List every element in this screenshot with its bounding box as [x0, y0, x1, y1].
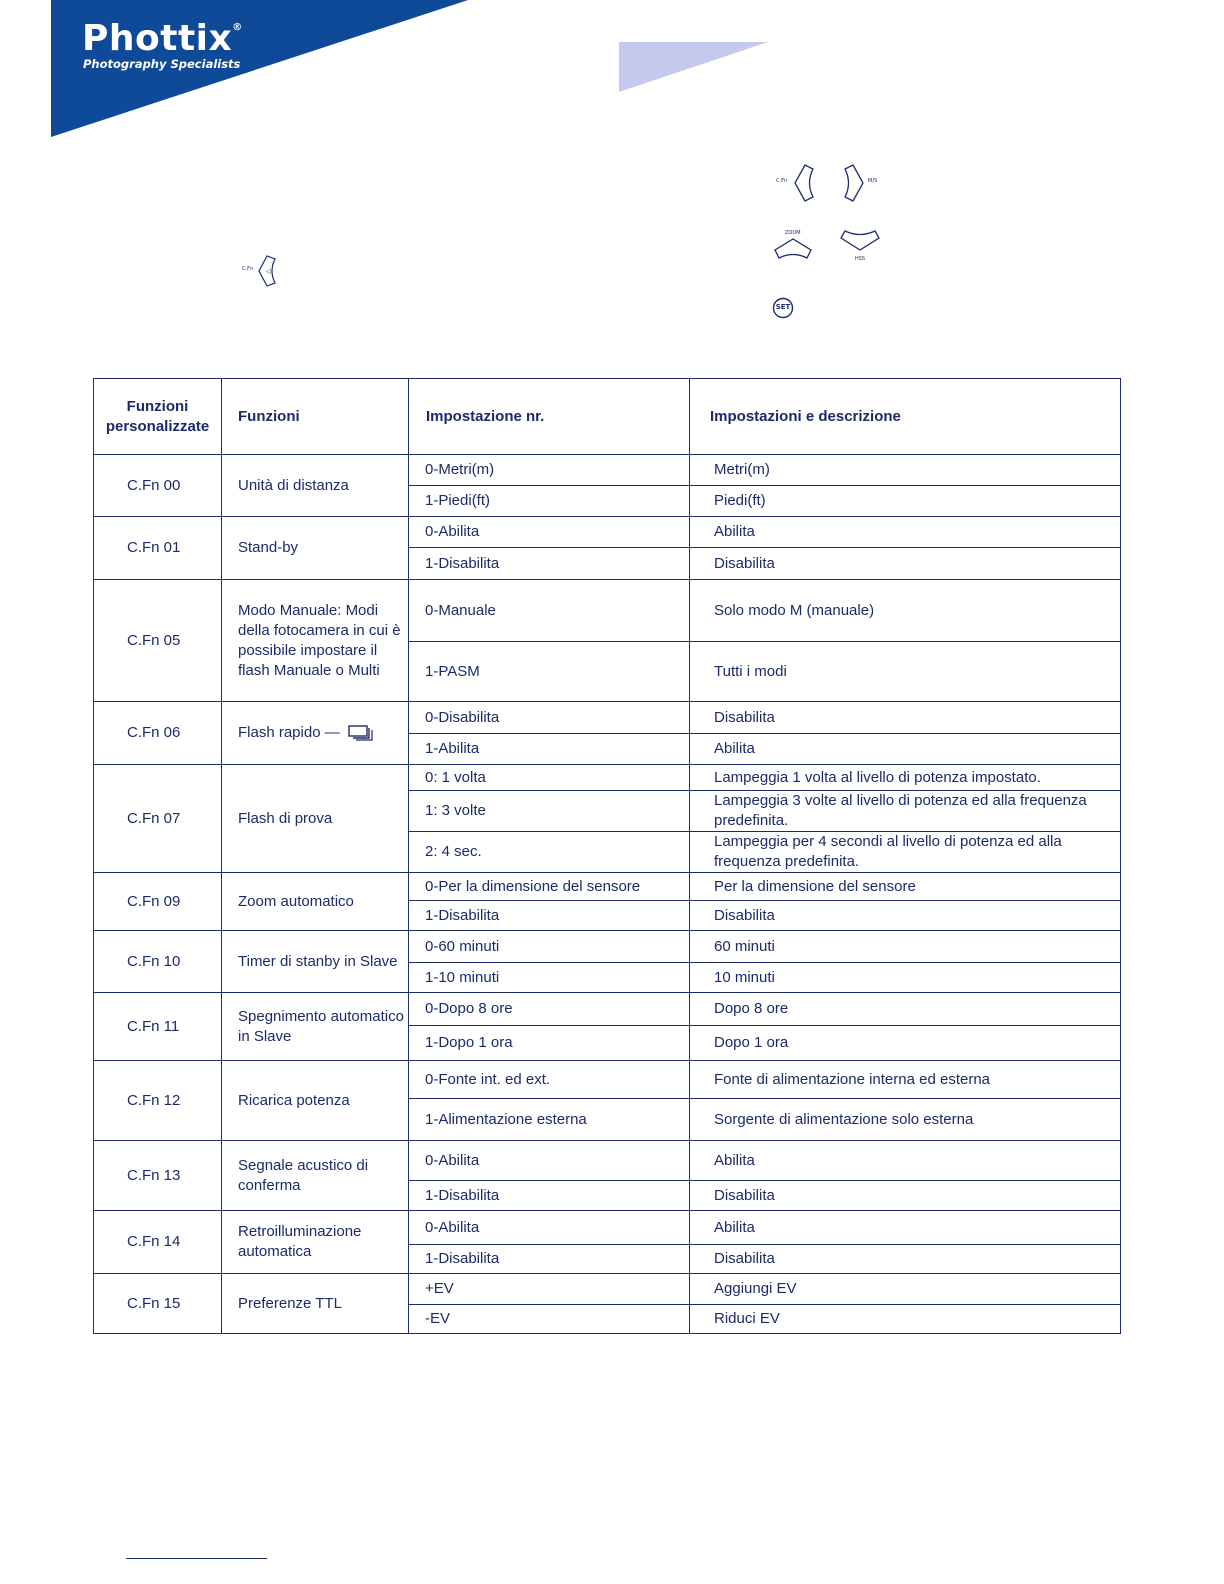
setting-value: -EV: [409, 1305, 690, 1334]
setting-value: 1-Alimentazione esterna: [409, 1099, 690, 1141]
table-row: [94, 993, 1121, 1026]
setting-description: Fonte di alimentazione interna ed esterna: [690, 1061, 1121, 1099]
setting-value: 0: 1 volta: [409, 765, 690, 791]
function-name: Ricarica potenza: [222, 1061, 409, 1141]
setting-description: Piedi(ft): [690, 486, 1121, 517]
hss-down-arrow-icon: [838, 228, 882, 254]
table-row: [94, 1211, 1121, 1245]
cfn-code: C.Fn 07: [94, 765, 222, 873]
function-name: Zoom automatico: [222, 873, 409, 931]
cfn-icon-left: [242, 254, 282, 288]
table-row: [94, 517, 1121, 548]
setting-description: 10 minuti: [690, 963, 1121, 993]
brand-logo: [82, 18, 243, 59]
setting-description: Abilita: [690, 517, 1121, 548]
table-row: [94, 580, 1121, 642]
setting-description: Sorgente di alimentazione solo esterna: [690, 1099, 1121, 1141]
setting-value: 1-PASM: [409, 642, 690, 702]
setting-description: Aggiungi EV: [690, 1274, 1121, 1305]
header-setting: Impostazione nr.: [409, 379, 690, 455]
function-name: Flash di prova: [222, 765, 409, 873]
setting-description: Solo modo M (manuale): [690, 580, 1121, 642]
setting-value: 1-10 minuti: [409, 963, 690, 993]
cfn-icon-label: C.Fn: [776, 178, 788, 184]
setting-description: Tutti i modi: [690, 642, 1121, 702]
zoom-icon: [772, 230, 814, 264]
accent-lavender-shape: [619, 42, 768, 92]
setting-value: 0-Per la dimensione del sensore: [409, 873, 690, 901]
function-name: Flash rapido —: [238, 724, 340, 741]
setting-description: Dopo 8 ore: [690, 993, 1121, 1026]
mode-icon-label: M/S: [868, 178, 878, 184]
header-cfn: [94, 379, 222, 455]
header-function: Funzioni: [222, 379, 409, 455]
setting-description: Disabilita: [690, 901, 1121, 931]
table-row: [94, 1141, 1121, 1181]
setting-value: 1-Abilita: [409, 734, 690, 765]
cfn-left-arrow-icon: [790, 162, 816, 204]
cfn-left-arrow-icon: [255, 254, 277, 288]
function-cell: [222, 702, 409, 765]
cfn-code: C.Fn 15: [94, 1274, 222, 1334]
table-row: [94, 455, 1121, 486]
cfn-icon-label: C.Fn: [242, 266, 254, 272]
setting-description: Disabilita: [690, 702, 1121, 734]
custom-functions-table: [93, 378, 1121, 1334]
registered-mark: ®: [232, 22, 243, 33]
setting-value: +EV: [409, 1274, 690, 1305]
table-row: [94, 1274, 1121, 1305]
table-header-row: [94, 379, 1121, 455]
brand-name: Phottix: [82, 18, 233, 59]
setting-value: 0-Abilita: [409, 1211, 690, 1245]
function-name: Segnale acustico di conferma: [222, 1141, 409, 1211]
right-arrow-icon: [842, 162, 868, 204]
cfn-code: C.Fn 11: [94, 993, 222, 1061]
setting-description: Per la dimensione del sensore: [690, 873, 1121, 901]
header-description: Impostazioni e descrizione: [690, 379, 1121, 455]
function-name: Stand-by: [222, 517, 409, 580]
setting-value: 0-Disabilita: [409, 702, 690, 734]
setting-description: Disabilita: [690, 1181, 1121, 1211]
setting-description: Abilita: [690, 1211, 1121, 1245]
table-row: [94, 931, 1121, 963]
cfn-code: C.Fn 06: [94, 702, 222, 765]
hss-icon: [838, 228, 882, 264]
function-name: Preferenze TTL: [222, 1274, 409, 1334]
header-cfn-label: Funzioni personalizzate: [105, 397, 210, 435]
table-row: [94, 765, 1121, 791]
brand-tagline: Photography Specialists: [83, 57, 241, 71]
table-row: [94, 1061, 1121, 1099]
setting-description: Disabilita: [690, 548, 1121, 580]
function-name: Retroilluminazione automatica: [222, 1211, 409, 1274]
setting-description: Abilita: [690, 734, 1121, 765]
cfn-code: C.Fn 05: [94, 580, 222, 702]
table-row: [94, 873, 1121, 901]
setting-description: Abilita: [690, 1141, 1121, 1181]
setting-description: Metri(m): [690, 455, 1121, 486]
function-name: Unità di distanza: [222, 455, 409, 517]
setting-description: Lampeggia per 4 secondi al livello di potenza ed alla frequenza predefinita.: [690, 832, 1121, 873]
cfn-code: C.Fn 12: [94, 1061, 222, 1141]
cfn-code: C.Fn 00: [94, 455, 222, 517]
cfn-code: C.Fn 14: [94, 1211, 222, 1274]
setting-value: 1-Piedi(ft): [409, 486, 690, 517]
zoom-icon-label: ZOOM: [785, 230, 801, 236]
cfn-code: C.Fn 10: [94, 931, 222, 993]
setting-description: 60 minuti: [690, 931, 1121, 963]
cfn-code: C.Fn 01: [94, 517, 222, 580]
mode-icon-right: [842, 162, 888, 204]
hss-icon-label: HSS: [855, 256, 866, 262]
setting-value: 1-Disabilita: [409, 1245, 690, 1274]
setting-description: Lampeggia 1 volta al livello di potenza impostato.: [690, 765, 1121, 791]
setting-value: 0-Dopo 8 ore: [409, 993, 690, 1026]
setting-value: 1-Disabilita: [409, 1181, 690, 1211]
setting-value: 0-Abilita: [409, 517, 690, 548]
setting-description: Riduci EV: [690, 1305, 1121, 1334]
continuous-shooting-icon: [348, 725, 374, 741]
setting-value: 0-Fonte int. ed ext.: [409, 1061, 690, 1099]
footer-rule: [126, 1558, 267, 1559]
set-icon: [772, 297, 794, 319]
setting-value: 0-Manuale: [409, 580, 690, 642]
setting-value: 0-Metri(m): [409, 455, 690, 486]
setting-value: 1-Dopo 1 ora: [409, 1026, 690, 1061]
setting-description: Disabilita: [690, 1245, 1121, 1274]
set-icon-label: SET: [775, 303, 791, 311]
svg-text:◁: ◁: [266, 268, 271, 275]
function-name: Modo Manuale: Modi della fotocamera in cui è possibile impostare il flash Manuale o Multi: [222, 580, 409, 702]
function-name: Timer di stanby in Slave: [222, 931, 409, 993]
setting-description: Dopo 1 ora: [690, 1026, 1121, 1061]
cfn-icon-right: [776, 162, 816, 204]
zoom-up-arrow-icon: [772, 236, 814, 264]
function-name: Spegnimento automatico in Slave: [222, 993, 409, 1061]
setting-value: 1: 3 volte: [409, 791, 690, 832]
setting-value: 0-Abilita: [409, 1141, 690, 1181]
setting-value: 1-Disabilita: [409, 901, 690, 931]
setting-value: 2: 4 sec.: [409, 832, 690, 873]
setting-value: 1-Disabilita: [409, 548, 690, 580]
setting-description: Lampeggia 3 volte al livello di potenza ed alla frequenza predefinita.: [690, 791, 1121, 832]
table-row: [94, 702, 1121, 734]
setting-value: 0-60 minuti: [409, 931, 690, 963]
cfn-code: C.Fn 09: [94, 873, 222, 931]
cfn-code: C.Fn 13: [94, 1141, 222, 1211]
